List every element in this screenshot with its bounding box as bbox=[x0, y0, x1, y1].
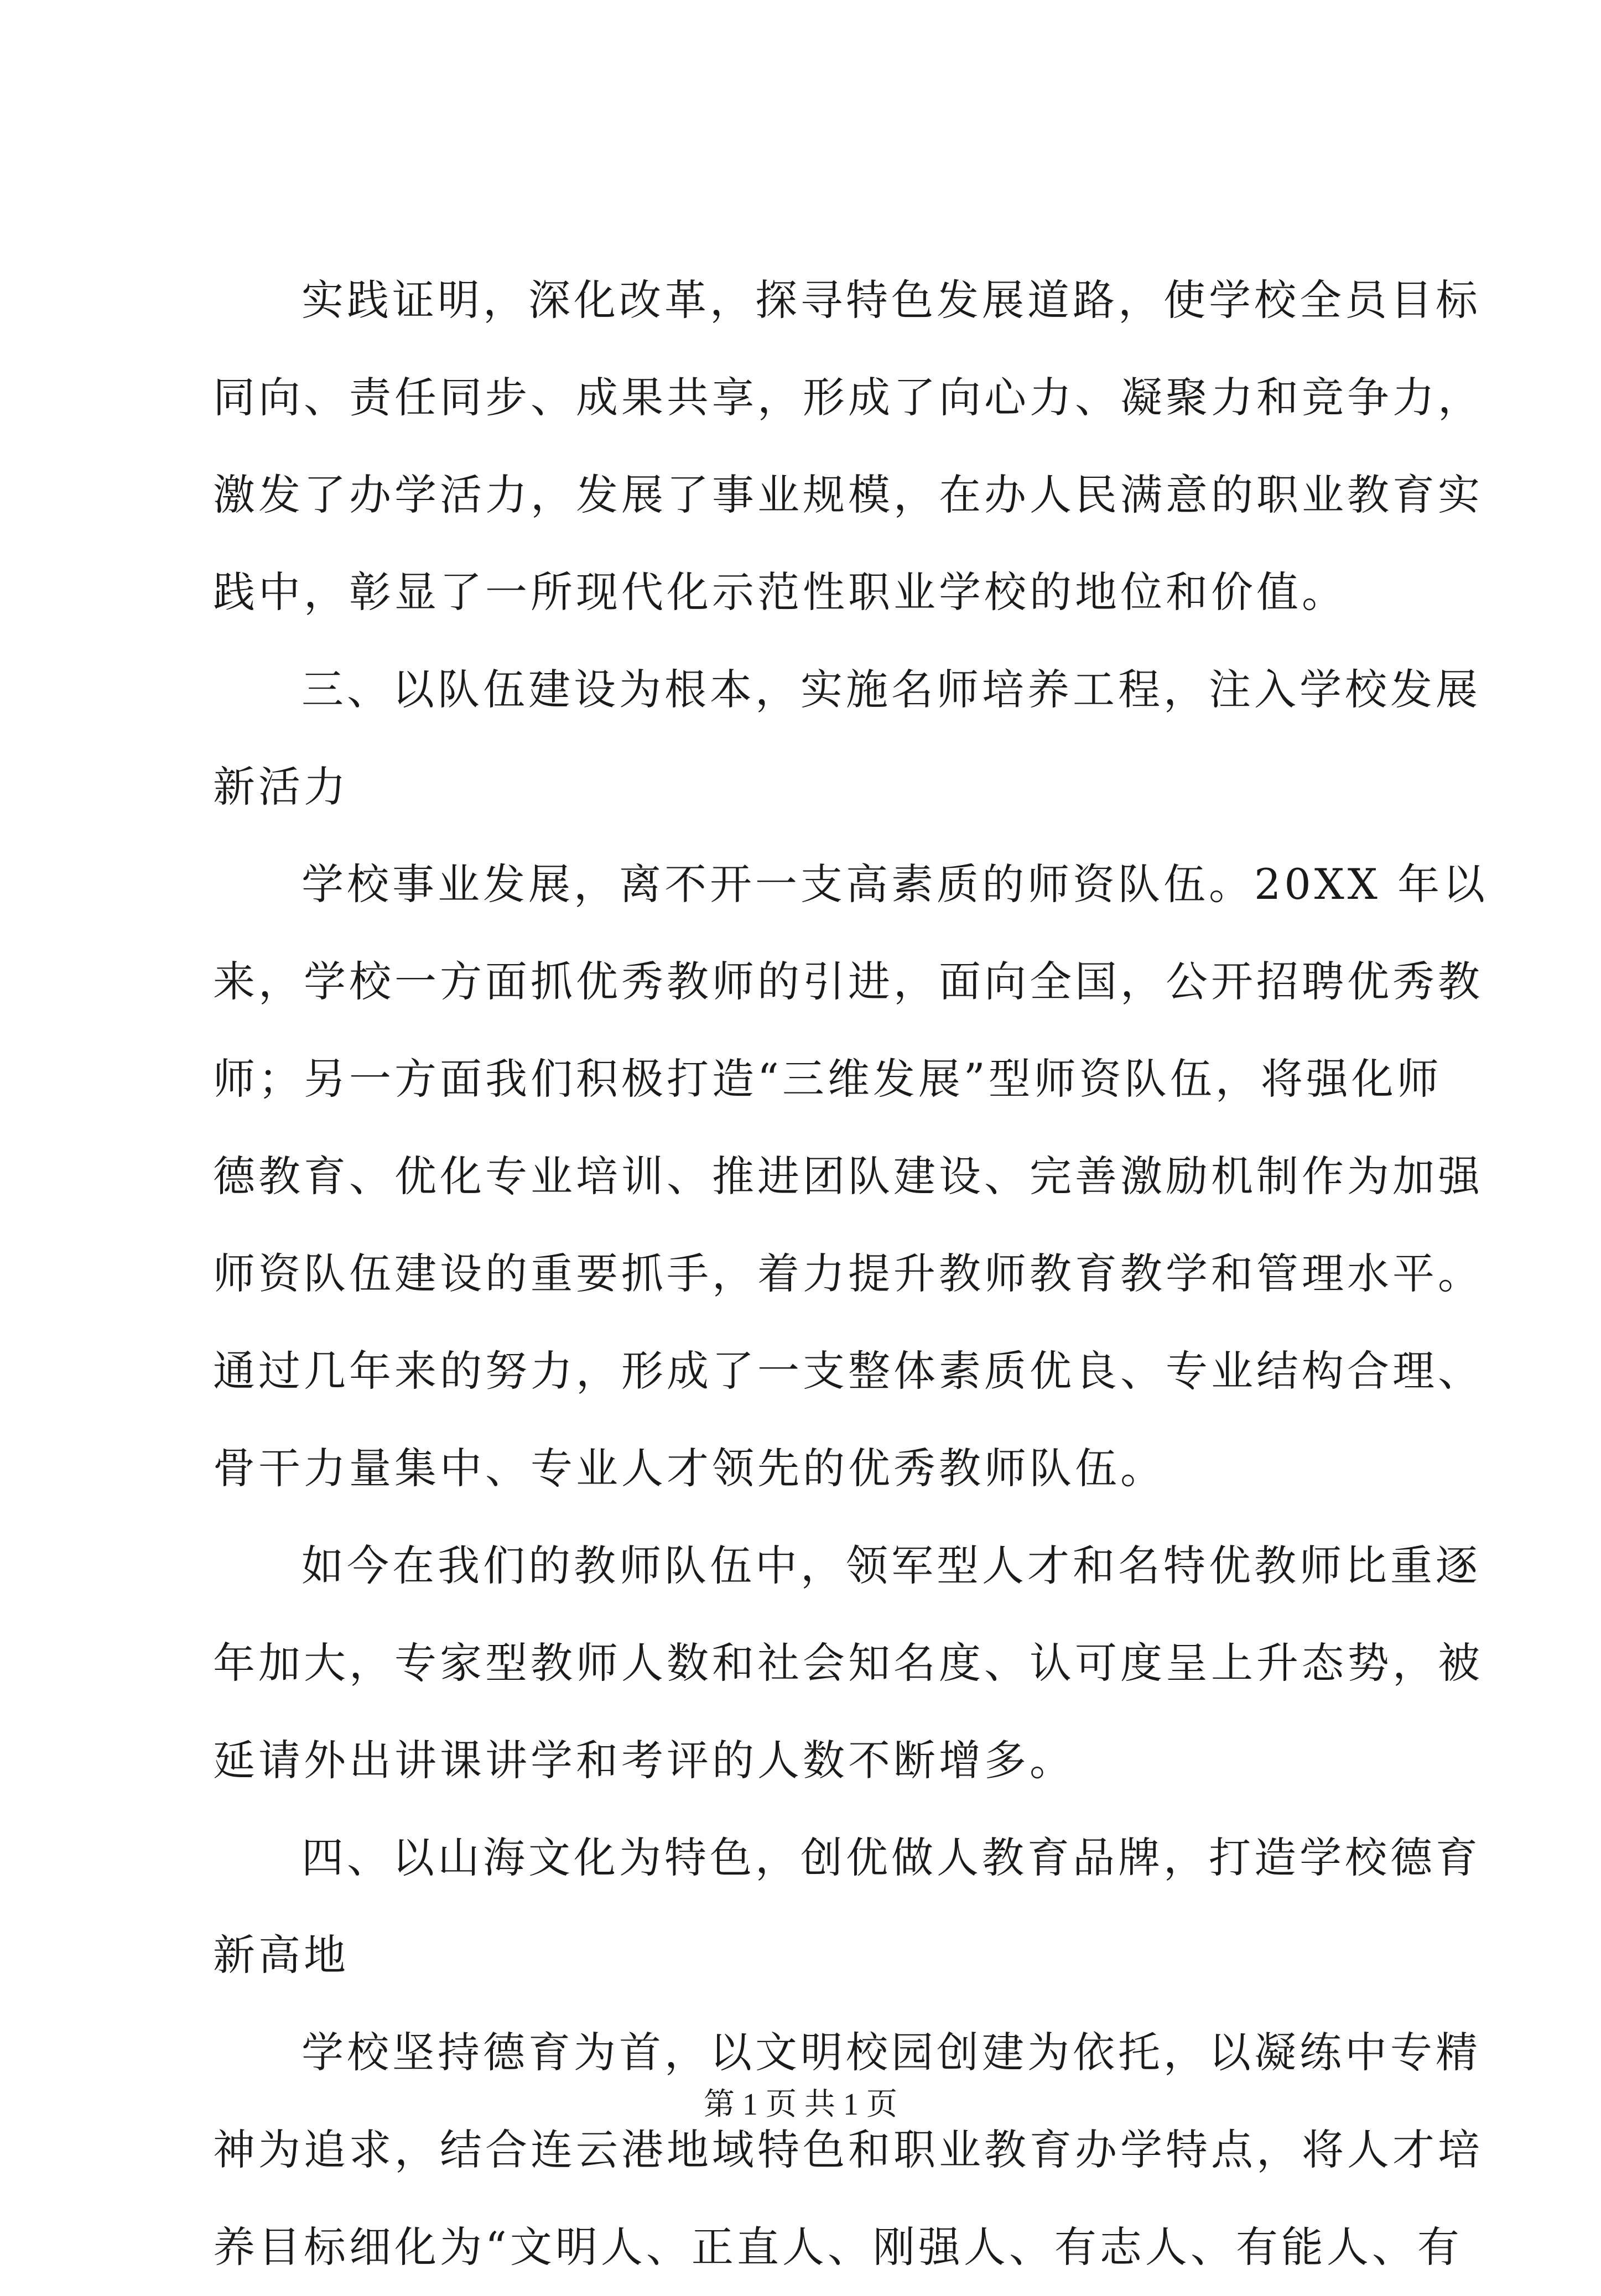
section-heading-line: 新活力 bbox=[213, 762, 349, 811]
text-line: 同向、责任同步、成果共享，形成了向心力、凝聚力和竞争力， bbox=[213, 373, 1483, 422]
text-line: 延请外出讲课讲学和考评的人数不断增多。 bbox=[213, 1736, 1075, 1785]
text-line: 师资队伍建设的重要抓手，着力提升教师教育教学和管理水平。 bbox=[213, 1249, 1483, 1298]
document-body bbox=[213, 252, 1489, 2296]
text-line: 实践证明，深化改革，探寻特色发展道路，使学校全员目标 bbox=[302, 275, 1481, 325]
text-line: 养目标细化为“文明人、正直人、刚强人、有志人、有能人、有 bbox=[213, 2222, 1463, 2272]
section-heading-line: 三、以队伍建设为根本，实施名师培养工程，注入学校发展 bbox=[302, 665, 1481, 714]
text-line: 来，学校一方面抓优秀教师的引进，面向全国，公开招聘优秀教 bbox=[213, 957, 1483, 1006]
section-heading-line: 四、以山海文化为特色，创优做人教育品牌，打造学校德育 bbox=[302, 1833, 1481, 1882]
text-line: 神为追求，结合连云港地域特色和职业教育办学特点，将人才培 bbox=[213, 2125, 1483, 2174]
text-line: 年加大，专家型教师人数和社会知名度、认可度呈上升态势，被 bbox=[213, 1638, 1483, 1688]
text-line: 通过几年来的努力，形成了一支整体素质优良、专业结构合理、 bbox=[213, 1346, 1483, 1396]
text-line: 激发了办学活力，发展了事业规模，在办人民满意的职业教育实 bbox=[213, 470, 1483, 519]
text-line: 学校坚持德育为首，以文明校园创建为依托，以凝练中专精 bbox=[302, 2028, 1481, 2077]
text-line: 师；另一方面我们积极打造“三维发展”型师资队伍，将强化师 bbox=[213, 1054, 1442, 1103]
text-line: 如今在我们的教师队伍中，领军型人才和名特优教师比重逐 bbox=[302, 1541, 1481, 1590]
text-line: 骨干力量集中、专业人才领先的优秀教师队伍。 bbox=[213, 1444, 1166, 1493]
text-line: 践中，彰显了一所现代化示范性职业学校的地位和价值。 bbox=[213, 568, 1347, 617]
page-number-footer: 第 1 页 共 1 页 bbox=[704, 2087, 897, 2122]
text-line: 德教育、优化专业培训、推进团队建设、完善激励机制作为加强 bbox=[213, 1152, 1483, 1201]
text-line: 学校事业发展，离不开一支高素质的师资队伍。20XX 年以 bbox=[302, 860, 1489, 909]
section-heading-line: 新高地 bbox=[213, 1930, 349, 1980]
